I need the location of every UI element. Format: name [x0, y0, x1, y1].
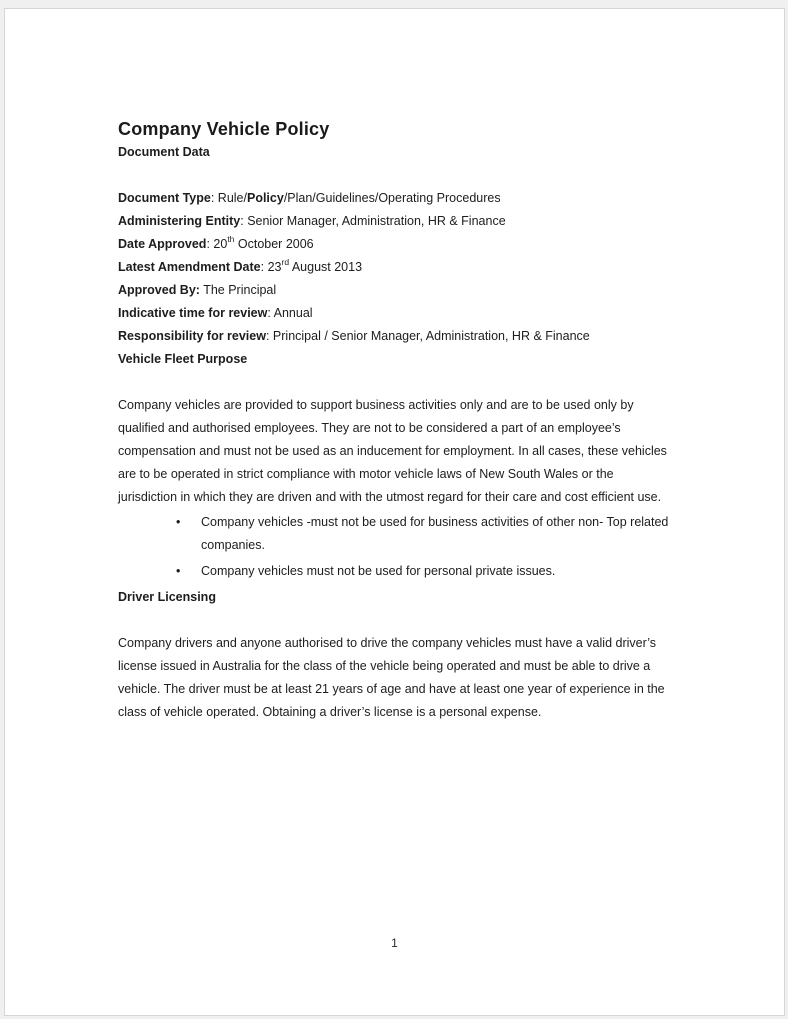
- field-value-bold: Policy: [246, 191, 284, 205]
- field-indicative-time-for-review: [118, 302, 671, 325]
- document-data-fields: [118, 187, 671, 348]
- field-value: The Principal: [199, 283, 277, 297]
- driver-licensing-paragraph: Company drivers and anyone authorised to drive the company vehicles must have a valid driver’s license issued in Australia for the class of the vehicle being operated and must be able to drive a vehicle. The driver must be at least 21 years of age and have at least one year of experience in the class of vehicle operated. Obtaining a driver’s license is a personal expense.: [118, 636, 665, 719]
- field-value: /Plan/Guidelines/Operating Procedures: [283, 191, 501, 205]
- field-label: Responsibility for review: [118, 329, 266, 343]
- field-responsibility-for-review: [118, 325, 671, 348]
- field-label: Date Approved: [118, 237, 207, 251]
- section-heading-driver-licensing: Driver Licensing: [118, 590, 216, 604]
- bullet-icon: •: [176, 564, 181, 578]
- page-title: Company Vehicle Policy: [118, 119, 330, 139]
- field-value: August 2013: [289, 260, 363, 274]
- document-content: [5, 117, 671, 724]
- bullet-icon: •: [176, 515, 181, 529]
- field-value: Principal / Senior Manager, Administration, HR & Finance: [272, 329, 590, 343]
- field-label: Document Type: [118, 191, 211, 205]
- field-value: 20: [213, 237, 228, 251]
- field-label: Latest Amendment Date: [118, 260, 261, 274]
- vehicle-fleet-purpose-paragraph: Company vehicles are provided to support business activities only and are to be used only by qualified and authorised employees. They are not to be considered a part of an employee’s compensation and must not be used as an inducement for employment. In all cases, these vehicles are to be operated in strict compliance with motor vehicle laws of New South Wales or the jurisdiction in which they are driven and with the utmost regard for their care and cost efficient use.: [118, 398, 667, 504]
- field-date-approved: [118, 233, 671, 256]
- field-value: 23: [267, 260, 282, 274]
- field-separator: :: [265, 329, 273, 343]
- field-separator: :: [240, 214, 248, 228]
- page-number: 1: [391, 936, 398, 950]
- field-label: Approved By:: [118, 283, 200, 297]
- field-value: Annual: [273, 306, 313, 320]
- list-item: [118, 511, 671, 557]
- section-heading-document-data: Document Data: [118, 145, 210, 159]
- field-separator: :: [210, 191, 218, 205]
- field-value: Rule/: [217, 191, 247, 205]
- field-document-type: [118, 187, 671, 210]
- vehicle-fleet-bullet-list: [118, 511, 671, 583]
- list-item-text: Company vehicles -must not be used for business activities of other non- Top related companies.: [201, 515, 669, 552]
- field-latest-amendment-date: [118, 256, 671, 279]
- document-page: [4, 8, 785, 1016]
- field-separator: :: [260, 260, 268, 274]
- list-item-text: Company vehicles must not be used for personal private issues.: [201, 564, 556, 578]
- field-label: Administering Entity: [118, 214, 241, 228]
- field-label: Indicative time for review: [118, 306, 268, 320]
- ordinal-suffix: th: [227, 234, 235, 244]
- field-approved-by: [118, 279, 671, 302]
- field-value: October 2006: [234, 237, 314, 251]
- ordinal-suffix: rd: [281, 257, 290, 267]
- field-value: Senior Manager, Administration, HR & Finance: [247, 214, 506, 228]
- field-separator: :: [267, 306, 274, 320]
- list-item: [118, 560, 671, 583]
- field-separator: :: [206, 237, 214, 251]
- field-administering-entity: [118, 210, 671, 233]
- section-heading-vehicle-fleet-purpose: Vehicle Fleet Purpose: [118, 352, 248, 366]
